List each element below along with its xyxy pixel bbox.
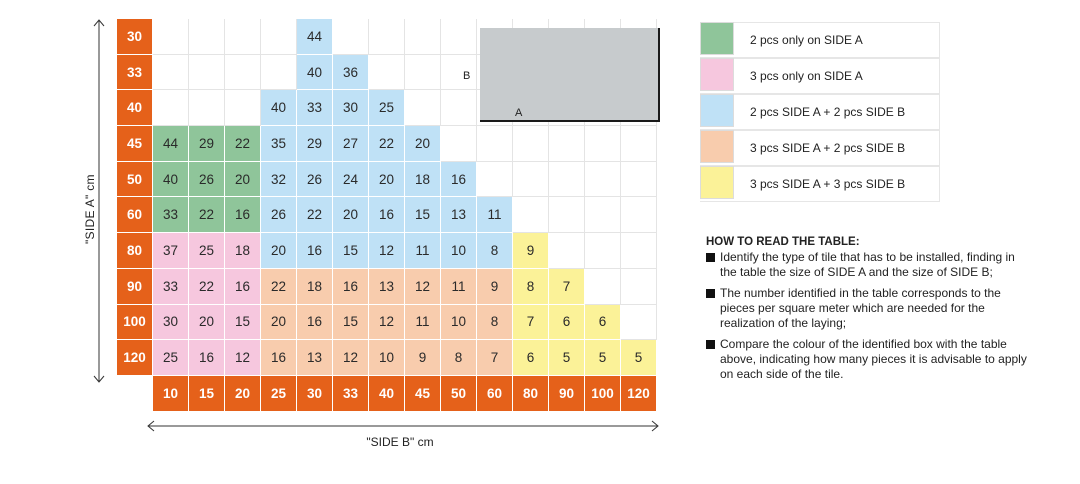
table-cell [621, 305, 657, 341]
table-cell [477, 162, 513, 198]
side-b-header: 90 [549, 376, 585, 412]
table-cell [333, 19, 369, 55]
legend-item [700, 22, 940, 58]
side-b-header: 100 [585, 376, 621, 412]
how-to-read-section [706, 236, 1032, 388]
table-cell: 10 [369, 340, 405, 376]
table-cell: 8 [477, 305, 513, 341]
legend-swatch [700, 166, 734, 199]
table-cell [189, 90, 225, 126]
table-cell: 44 [153, 126, 189, 162]
table-cell: 33 [153, 197, 189, 233]
table-cell: 40 [261, 90, 297, 126]
table-cell: 13 [297, 340, 333, 376]
table-cell: 29 [189, 126, 225, 162]
table-cell [621, 269, 657, 305]
table-cell [621, 233, 657, 269]
table-cell [549, 126, 585, 162]
side-a-header: 50 [117, 162, 153, 198]
table-cell: 40 [297, 55, 333, 91]
table-cell: 26 [261, 197, 297, 233]
side-b-header: 33 [333, 376, 369, 412]
table-cell [585, 162, 621, 198]
table-cell: 22 [225, 126, 261, 162]
table-cell: 20 [225, 162, 261, 198]
table-cell [369, 55, 405, 91]
legend-swatch [700, 58, 734, 91]
side-a-header: 90 [117, 269, 153, 305]
howto-item [706, 337, 1032, 382]
table-cell: 6 [513, 340, 549, 376]
table-cell: 22 [189, 197, 225, 233]
side-a-header: 100 [117, 305, 153, 341]
howto-item [706, 250, 1032, 280]
table-cell: 33 [153, 269, 189, 305]
square-bullet-icon [706, 340, 715, 349]
diagram-label-b: B [463, 70, 471, 82]
table-cell: 30 [153, 305, 189, 341]
table-cell [441, 19, 477, 55]
side-a-header: 45 [117, 126, 153, 162]
side-a-header: 80 [117, 233, 153, 269]
table-cell: 11 [405, 305, 441, 341]
table-cell: 16 [297, 233, 333, 269]
table-cell [621, 126, 657, 162]
table-cell: 15 [225, 305, 261, 341]
table-cell: 30 [333, 90, 369, 126]
table-cell: 12 [369, 305, 405, 341]
table-cell [585, 233, 621, 269]
table-cell: 44 [297, 19, 333, 55]
table-cell [441, 55, 477, 91]
side-b-header: 15 [189, 376, 225, 412]
table-cell: 10 [441, 233, 477, 269]
table-cell: 22 [261, 269, 297, 305]
table-cell: 11 [441, 269, 477, 305]
table-cell [585, 126, 621, 162]
table-cell: 16 [261, 340, 297, 376]
table-cell: 25 [369, 90, 405, 126]
table-cell [189, 55, 225, 91]
table-cell [585, 269, 621, 305]
side-a-axis-label: "SIDE A" cm [83, 174, 97, 244]
table-cell: 20 [333, 197, 369, 233]
legend-swatch [700, 94, 734, 127]
table-cell [477, 126, 513, 162]
side-b-header: 25 [261, 376, 297, 412]
side-a-header: 40 [117, 90, 153, 126]
table-cell [225, 19, 261, 55]
table-cell [261, 55, 297, 91]
table-cell: 22 [297, 197, 333, 233]
table-cell: 5 [549, 340, 585, 376]
side-b-header: 10 [153, 376, 189, 412]
table-cell: 13 [369, 269, 405, 305]
table-cell [405, 19, 441, 55]
table-cell: 22 [369, 126, 405, 162]
side-a-header: 60 [117, 197, 153, 233]
table-cell: 6 [585, 305, 621, 341]
table-cell [441, 90, 477, 126]
color-legend [700, 22, 940, 202]
table-cell: 7 [549, 269, 585, 305]
table-cell: 35 [261, 126, 297, 162]
table-cell: 15 [333, 233, 369, 269]
legend-item [700, 58, 940, 94]
table-cell: 25 [189, 233, 225, 269]
table-cell [189, 19, 225, 55]
table-cell [405, 55, 441, 91]
square-bullet-icon [706, 253, 715, 262]
table-cell: 11 [405, 233, 441, 269]
side-b-header: 60 [477, 376, 513, 412]
side-b-header: 50 [441, 376, 477, 412]
howto-item-text: Identify the type of tile that has to be installed, finding in the table the size of SIDE A and the size of SIDE B; [720, 250, 1015, 279]
legend-label: 2 pcs SIDE A + 2 pcs SIDE B [734, 94, 940, 129]
table-cell: 16 [225, 197, 261, 233]
table-cell: 36 [333, 55, 369, 91]
table-cell: 26 [189, 162, 225, 198]
legend-item [700, 130, 940, 166]
table-cell: 13 [441, 197, 477, 233]
legend-label: 2 pcs only on SIDE A [734, 22, 940, 57]
table-cell: 20 [189, 305, 225, 341]
table-cell: 33 [297, 90, 333, 126]
howto-item-text: The number identified in the table corresponds to the pieces per square meter which are needed for the realization of the laying; [720, 286, 1001, 330]
table-cell: 8 [441, 340, 477, 376]
side-b-header: 80 [513, 376, 549, 412]
table-cell: 10 [441, 305, 477, 341]
table-cell [549, 197, 585, 233]
howto-item-text: Compare the colour of the identified box with the table above, indicating how many pieces it is advisable to apply on each side of the tile. [720, 337, 1027, 381]
table-cell: 11 [477, 197, 513, 233]
legend-item [700, 94, 940, 130]
table-cell [513, 162, 549, 198]
table-cell: 32 [261, 162, 297, 198]
table-cell: 5 [621, 340, 657, 376]
table-cell [153, 19, 189, 55]
table-cell [621, 162, 657, 198]
legend-label: 3 pcs only on SIDE A [734, 58, 940, 93]
side-b-header: 30 [297, 376, 333, 412]
legend-label: 3 pcs SIDE A + 2 pcs SIDE B [734, 130, 940, 165]
tile-diagram [480, 28, 660, 120]
table-cell: 12 [369, 233, 405, 269]
table-cell [261, 19, 297, 55]
square-bullet-icon [706, 289, 715, 298]
table-cell: 9 [513, 233, 549, 269]
table-cell: 16 [333, 269, 369, 305]
table-cell: 15 [405, 197, 441, 233]
legend-swatch [700, 22, 734, 55]
table-cell: 29 [297, 126, 333, 162]
table-cell: 20 [261, 233, 297, 269]
table-cell: 16 [189, 340, 225, 376]
table-cell: 16 [225, 269, 261, 305]
diagram-label-a: A [515, 107, 523, 119]
table-cell [549, 233, 585, 269]
table-cell: 20 [369, 162, 405, 198]
side-b-header: 45 [405, 376, 441, 412]
side-b-arrow-icon [146, 418, 660, 434]
table-cell: 9 [477, 269, 513, 305]
table-cell [369, 19, 405, 55]
table-cell: 37 [153, 233, 189, 269]
table-cell: 7 [477, 340, 513, 376]
table-cell: 20 [405, 126, 441, 162]
tile-diagram-edge [480, 120, 660, 122]
table-cell: 12 [225, 340, 261, 376]
table-cell: 12 [405, 269, 441, 305]
table-cell [405, 90, 441, 126]
table-cell: 5 [585, 340, 621, 376]
table-cell [153, 55, 189, 91]
table-cell: 24 [333, 162, 369, 198]
legend-label: 3 pcs SIDE A + 3 pcs SIDE B [734, 166, 940, 201]
table-cell: 9 [405, 340, 441, 376]
table-cell: 25 [153, 340, 189, 376]
how-to-read-title: HOW TO READ THE TABLE: [706, 236, 860, 248]
side-a-header: 120 [117, 340, 153, 376]
table-cell: 40 [153, 162, 189, 198]
table-cell [549, 162, 585, 198]
side-b-header: 120 [621, 376, 657, 412]
table-cell: 18 [225, 233, 261, 269]
table-cell: 20 [261, 305, 297, 341]
table-cell: 15 [333, 305, 369, 341]
table-cell [585, 197, 621, 233]
table-cell [225, 90, 261, 126]
side-b-header: 20 [225, 376, 261, 412]
table-cell: 12 [333, 340, 369, 376]
table-cell: 8 [477, 233, 513, 269]
table-cell: 6 [549, 305, 585, 341]
table-cell [225, 55, 261, 91]
table-cell: 26 [297, 162, 333, 198]
side-b-header: 40 [369, 376, 405, 412]
table-cell: 7 [513, 305, 549, 341]
legend-swatch [700, 130, 734, 163]
table-cell [153, 90, 189, 126]
table-cell: 18 [405, 162, 441, 198]
table-cell [621, 197, 657, 233]
side-a-header: 33 [117, 55, 153, 91]
table-cell: 27 [333, 126, 369, 162]
table-cell: 16 [297, 305, 333, 341]
table-cell: 16 [441, 162, 477, 198]
table-cell: 16 [369, 197, 405, 233]
table-cell [513, 197, 549, 233]
side-a-header: 30 [117, 19, 153, 55]
table-cell: 18 [297, 269, 333, 305]
side-b-axis-label: "SIDE B" cm [366, 435, 434, 449]
howto-item [706, 286, 1032, 331]
table-cell [441, 126, 477, 162]
table-cell [513, 126, 549, 162]
table-cell: 8 [513, 269, 549, 305]
table-corner [117, 376, 153, 412]
legend-item [700, 166, 940, 202]
table-cell: 22 [189, 269, 225, 305]
